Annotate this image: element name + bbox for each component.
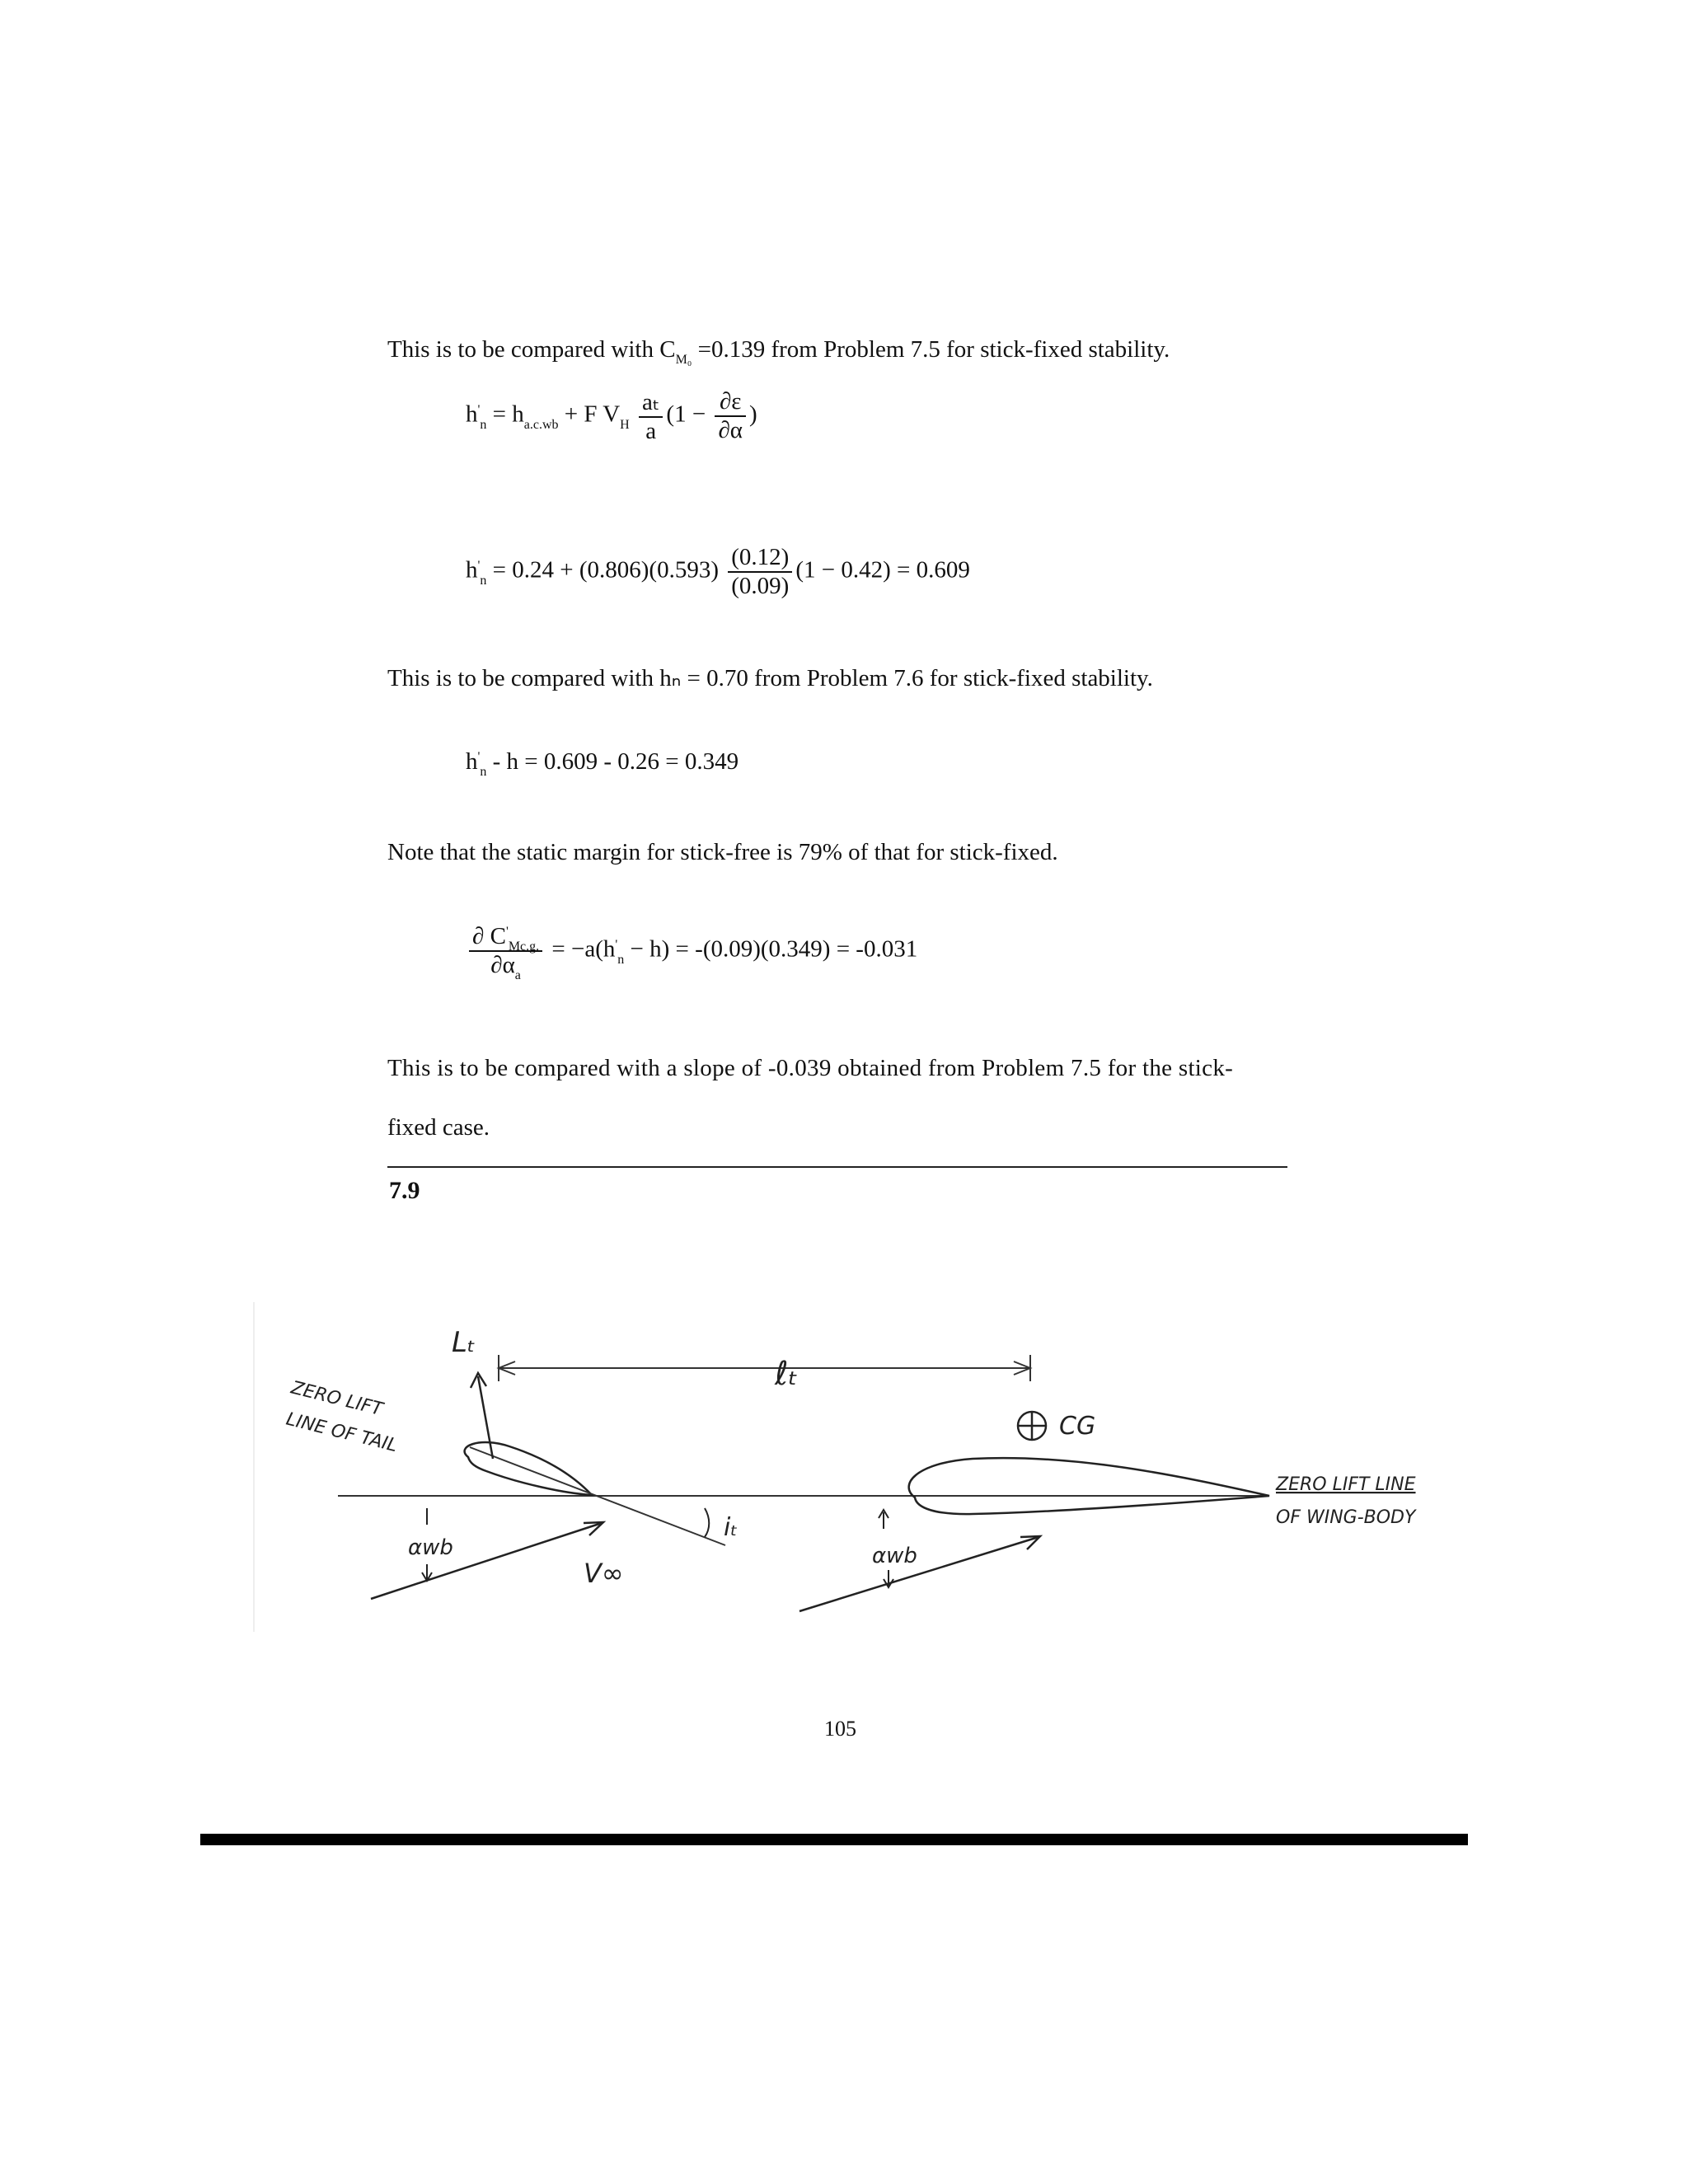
eq1-mid: = h bbox=[486, 401, 524, 428]
freestream-arrow-right bbox=[799, 1537, 1039, 1611]
eq2-frac-num: (0.12) bbox=[728, 544, 792, 573]
eq2-frac-den: (0.09) bbox=[731, 573, 790, 599]
section-divider bbox=[387, 1166, 1287, 1168]
eq4-rest: = −a(h bbox=[551, 935, 616, 963]
eq4-num-sub: Mc.g. bbox=[508, 940, 540, 954]
eq4-tail: − h) = -(0.09)(0.349) = -0.031 bbox=[624, 935, 918, 963]
eq2-tail: (1 − 0.42) = 0.609 bbox=[795, 556, 970, 583]
paragraph-1-text: This is to be compared with C bbox=[387, 336, 676, 363]
equation-2 bbox=[466, 544, 970, 600]
paragraph-2: This is to be compared with hₙ = 0.70 from Problem 7.6 for stick-fixed stability. bbox=[387, 665, 1153, 691]
eq3-rest: - h = 0.609 - 0.26 = 0.349 bbox=[486, 748, 739, 775]
eq1-term-sub: H bbox=[620, 417, 630, 432]
eq1-frac2-num: ∂ε bbox=[715, 388, 746, 417]
eq1-paren-close: ) bbox=[748, 401, 757, 428]
equation-4 bbox=[466, 923, 918, 982]
eq4-frac-den bbox=[469, 952, 542, 982]
paragraph-4-line-1: This is to be compared with a slope of -0.039 obtained from Problem 7.5 for the stick- bbox=[387, 1055, 1234, 1081]
eq1-frac2 bbox=[715, 388, 746, 444]
wing-airfoil bbox=[909, 1458, 1269, 1514]
eq1-frac bbox=[639, 387, 663, 445]
zero-lift-wing-label-1: ZERO LIFT LINE bbox=[1276, 1474, 1416, 1495]
incidence-label: iₜ bbox=[724, 1513, 738, 1542]
eq1-frac-num: aₜ bbox=[639, 387, 663, 418]
section-number: 7.9 bbox=[389, 1177, 420, 1204]
eq1-prime: ' bbox=[477, 402, 481, 417]
eq4-num: ∂ C bbox=[472, 923, 506, 949]
eq4-prime2: ' bbox=[615, 937, 618, 952]
tail-lift-vector bbox=[478, 1376, 493, 1459]
eq2-mid: = 0.24 + (0.806)(0.593) bbox=[486, 556, 719, 583]
eq4-frac-num bbox=[469, 923, 542, 952]
equation-1 bbox=[466, 387, 757, 445]
eq1-lhs: h bbox=[466, 401, 478, 428]
eq1-lhs-sub: n bbox=[480, 417, 487, 432]
eq3-lhs-sub: n bbox=[480, 765, 487, 779]
eq1-mid-sub: a.c.wb bbox=[523, 417, 559, 432]
paragraph-1-rest: =0.139 from Problem 7.5 for stick-fixed stability. bbox=[692, 336, 1170, 363]
tail-arm-label: ℓₜ bbox=[775, 1355, 799, 1393]
zero-lift-figure bbox=[247, 1302, 1566, 1648]
eq3-prime: ' bbox=[477, 750, 481, 764]
alpha-wb-right-label: αwb bbox=[872, 1544, 917, 1568]
footer-bar bbox=[200, 1834, 1468, 1845]
eq3-lhs: h bbox=[466, 748, 478, 775]
incidence-arc bbox=[705, 1508, 709, 1537]
cg-label: CG bbox=[1059, 1412, 1096, 1441]
eq4-frac bbox=[469, 923, 542, 982]
eq1-paren-open: (1 − bbox=[666, 401, 706, 428]
tail-lift-label: Lₜ bbox=[452, 1326, 476, 1359]
eq1-frac-den: a bbox=[645, 418, 657, 444]
eq4-rest-sub: n bbox=[617, 952, 625, 967]
equation-3 bbox=[466, 748, 739, 779]
eq1-term: + F V bbox=[558, 401, 621, 428]
freestream-arrow-left bbox=[371, 1523, 602, 1599]
eq2-lhs-sub: n bbox=[480, 573, 487, 588]
zero-lift-tail-label-2: LINE OF TAIL bbox=[284, 1408, 400, 1457]
zero-lift-wing-label-2: OF WING-BODY bbox=[1276, 1507, 1416, 1528]
zero-lift-tail-label-1: ZERO LIFT bbox=[288, 1377, 385, 1421]
freestream-label: V∞ bbox=[584, 1558, 624, 1589]
eq4-prime: ' bbox=[505, 925, 509, 939]
paragraph-1 bbox=[387, 336, 1170, 367]
paragraph-3: Note that the static margin for stick-free is 79% of that for stick-fixed. bbox=[387, 839, 1058, 865]
alpha-wb-left-label: αwb bbox=[408, 1535, 453, 1560]
paragraph-1-sub: M₀ bbox=[675, 353, 692, 367]
paragraph-4-line-2: fixed case. bbox=[387, 1114, 490, 1141]
eq2-frac bbox=[728, 544, 792, 600]
eq2-lhs: h bbox=[466, 556, 478, 583]
eq1-frac2-den: ∂α bbox=[718, 417, 743, 443]
eq2-prime: ' bbox=[477, 558, 481, 573]
page-number: 105 bbox=[824, 1717, 856, 1741]
eq4-den-sub: a bbox=[514, 968, 521, 982]
eq4-den: ∂α bbox=[490, 952, 515, 978]
